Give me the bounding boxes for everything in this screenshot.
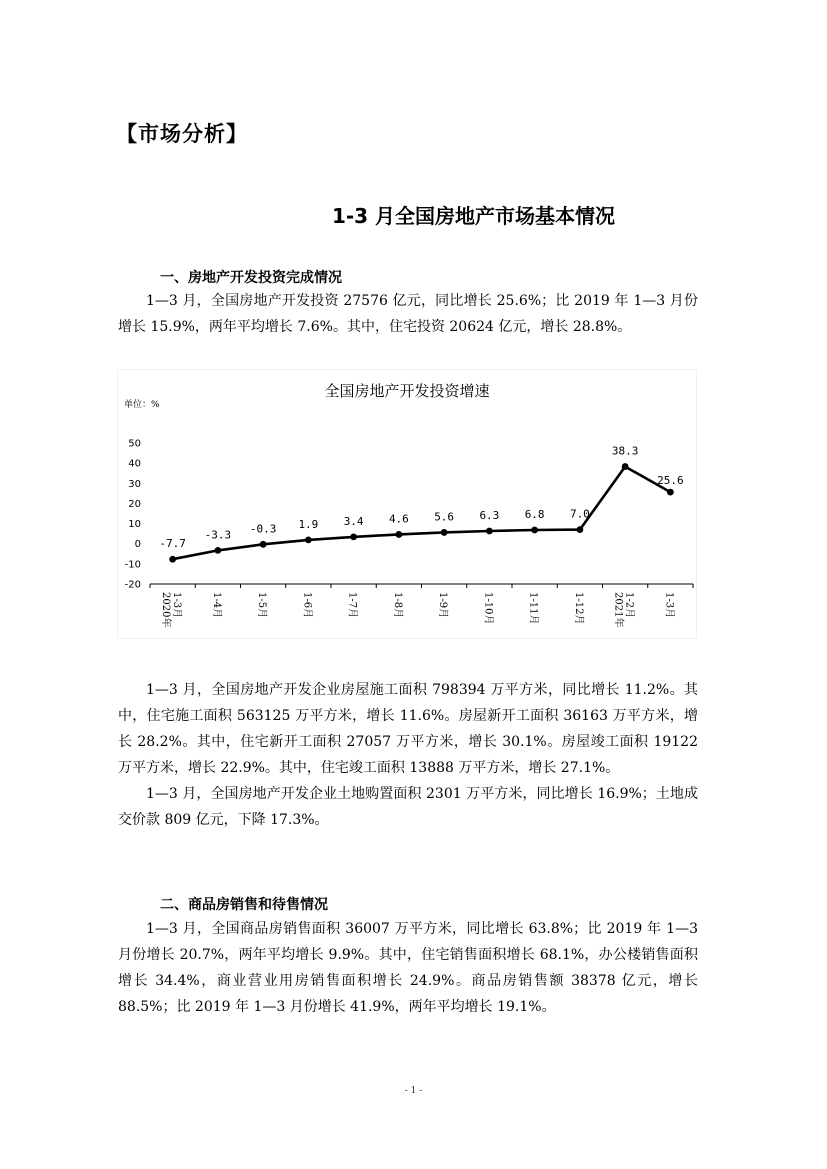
x-tick-label-line: 1-5月 [256,592,268,619]
data-point [350,533,357,540]
x-tick-label [301,592,313,618]
y-tick-label: 0 [134,539,141,551]
data-label: 4.6 [388,512,409,526]
x-tick-label [256,592,268,618]
x-tick-label-line: 1-9月 [437,592,449,619]
x-tick-label [573,592,585,624]
x-tick-label [663,592,675,618]
data-point [622,463,629,470]
data-point [395,531,402,538]
data-point [667,489,674,496]
data-label: 1.9 [298,517,319,531]
paragraph-sales [118,916,698,1020]
x-tick-label [211,592,223,618]
data-label: -3.3 [204,528,232,542]
data-label: 25.6 [657,474,684,488]
paragraph-investment-intro [118,288,698,340]
paragraph: 1—3 月，全国房地产开发企业房屋施工面积 798394 万平方米，同比增长 11.2%。其中，住宅施工面积 563125 万平方米，增长 11.6%。房屋新开工面积 36163 万平方米，增长 28.2%。其中，住宅新开工面积 27057 万平方米，增长 30.1%。房屋竣工面积 19122 万平方米，增长 22.9%。其中，住宅竣工面积 13888 万平方米，增长 27.1%。 [118,682,698,776]
data-label: -7.7 [159,537,186,551]
investment-growth-chart [118,370,696,638]
data-point [260,541,267,548]
x-tick-label [347,592,359,618]
section-heading-sales: 二、商品房销售和待售情况 [160,897,328,913]
page-number: - 1 - [404,1086,423,1096]
section-heading-investment: 一、房地产开发投资完成情况 [160,270,342,286]
x-tick-label [437,592,449,618]
x-tick-label [160,592,183,627]
data-label: 5.6 [434,510,455,524]
x-tick-label-line: 1-3月 [663,592,675,619]
data-point [441,529,448,536]
data-point [305,536,312,543]
page-title: 1-3 月全国房地产市场基本情况 [331,204,616,228]
chart-title: 全国房地产开发投资增速 [324,382,490,400]
data-label: 6.3 [479,509,500,523]
x-tick-label-line: 1-8月 [391,592,403,619]
y-tick-label: 20 [128,498,141,510]
data-point [576,526,583,533]
data-label: 6.8 [524,508,545,522]
x-tick-label-line: 1-7月 [346,592,358,619]
data-point [531,527,538,534]
series-line [173,467,671,560]
paragraph: 1—3 月，全国房地产开发投资 27576 亿元，同比增长 25.6%；比 2019 年 1—3 月份增长 15.9%，两年平均增长 7.6%。其中，住宅投资 20624 亿元，增长 28.8%。 [118,293,698,335]
x-tick-label-line: 1-6月 [301,592,313,619]
data-point [486,528,493,535]
y-tick-label: -20 [124,579,141,591]
y-tick-label: 40 [128,458,141,470]
y-tick-label: -10 [124,559,141,571]
data-label: -0.3 [249,522,277,536]
paragraph: 1—3 月，全国商品房销售面积 36007 万平方米，同比增长 63.8%；比 2019 年 1—3 月份增长 20.7%，两年平均增长 9.9%。其中，住宅销售面积增长 68.1%，办公楼销售面积增长 34.4%，商业营业用房销售面积增长 24.9%。商品房销售额 38378 亿元，增长 88.5%；比 2019 年 1—3 月份增长 41.9%，两年平均增长 19.1%。 [118,921,698,1015]
data-point [169,556,176,563]
x-tick-label-line: 1-10月 [482,592,494,625]
x-tick-label [482,592,494,624]
chart-svg [118,370,696,638]
paragraph: 1—3 月，全国房地产开发企业土地购置面积 2301 万平方米，同比增长 16.9%；土地成交价款 809 亿元，下降 17.3%。 [118,786,698,828]
x-tick-label-line: 2021年 [612,592,624,628]
y-tick-label: 10 [128,519,141,531]
paragraph-construction [118,677,698,833]
data-label: 3.4 [343,514,364,528]
y-tick-label: 30 [128,478,141,490]
y-tick-label: 50 [128,438,141,450]
x-tick-label-line: 1-3月 [171,592,183,619]
x-tick-label-line: 1-4月 [210,592,222,619]
x-tick-label-line: 1-11月 [527,592,539,625]
x-tick-label [613,592,636,627]
chart-unit-label: 单位：% [124,400,160,410]
x-tick-label-line: 1-12月 [572,592,584,625]
x-tick-label-line: 1-2月 [623,592,635,619]
x-tick-label [392,592,404,618]
x-tick-label [528,592,540,624]
data-point [214,547,221,554]
x-tick-label-line: 2020年 [160,592,172,628]
data-label: 7.0 [569,507,590,521]
data-label: 38.3 [611,444,639,458]
section-label: 【市场分析】 [116,122,248,146]
